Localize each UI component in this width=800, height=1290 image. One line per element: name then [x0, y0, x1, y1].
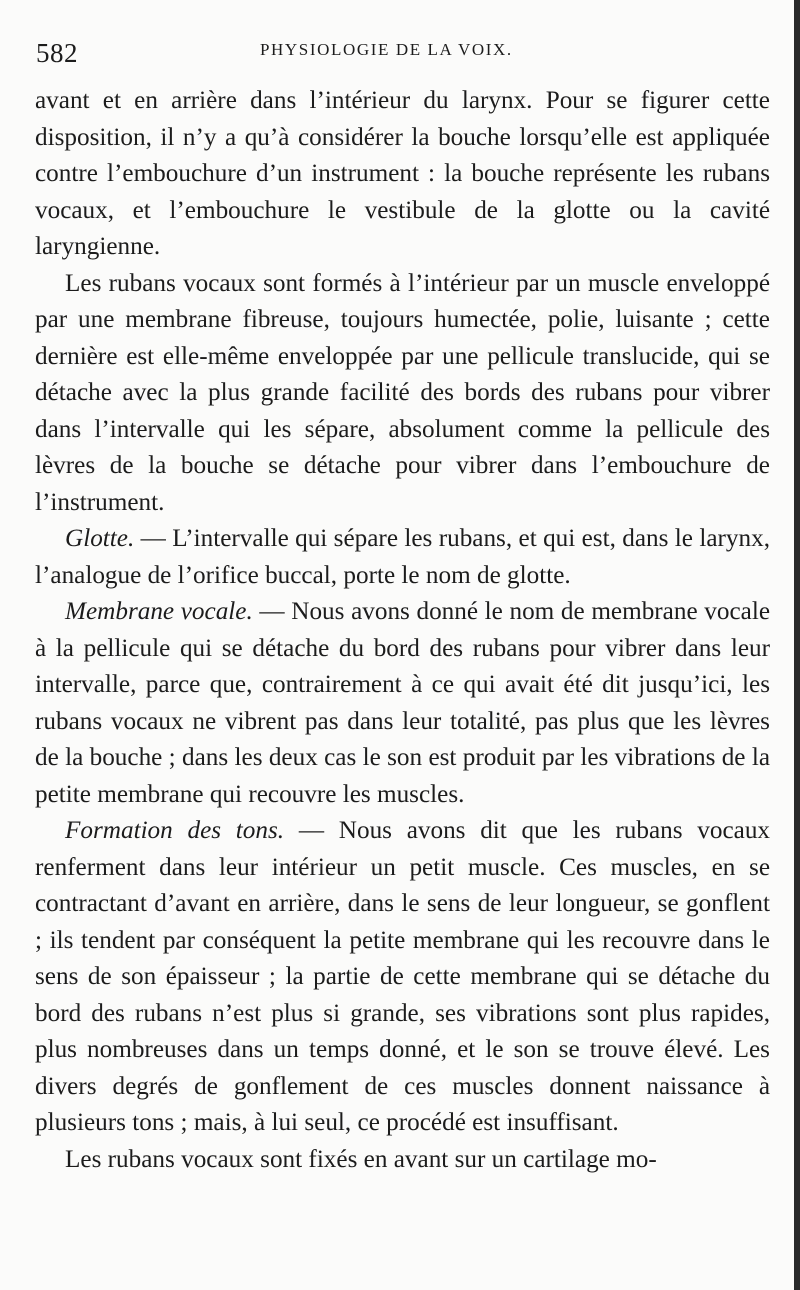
paragraph-text: — Nous avons donné le nom de membrane vocale à la pellicule qui se détache du bord des rubans pour vibrer dans leur intervalle, parce que, contrairement à ce qui avait été dit jusqu’ici, les rubans vocaux ne vibrent pas dans leur totalité, pas plus que les lèvres de la bouche ; dans les deux cas le son est produit par les vibrations de la petite membrane qui recouvre les muscles.	[35, 598, 770, 808]
section-heading-membrane-vocale: Membrane vocale.	[65, 598, 253, 625]
running-title: PHYSIOLOGIE DE LA VOIX.	[260, 40, 513, 59]
paragraph-rubans-vocaux	[35, 266, 770, 522]
paragraph-formation-des-tons	[35, 813, 770, 1142]
paragraph-text: avant et en arrière dans l’intérieur du larynx. Pour se figurer cette disposition, il n’y a qu’à considérer la bouche lorsqu’elle est appliquée contre l’embouchure d’un instrument : la bouche représente les rubans vocaux, et l’embouchure le vestibule de la glotte ou la cavité laryngienne.	[35, 87, 770, 260]
section-heading-glotte: Glotte.	[65, 525, 135, 552]
paragraph-continuation	[35, 83, 770, 266]
body-text	[35, 83, 770, 1178]
paragraph-rubans-fixes	[35, 1142, 770, 1179]
section-heading-formation-des-tons: Formation des tons.	[65, 817, 285, 844]
page-header	[36, 34, 766, 74]
paragraph-text: — L’intervalle qui sépare les rubans, et qui est, dans le larynx, l’analogue de l’orifice buccal, porte le nom de glotte.	[35, 525, 770, 589]
page-number: 582	[36, 38, 78, 68]
paragraph-text: — Nous avons dit que les rubans vocaux renferment dans leur intérieur un petit muscle. Ces muscles, en se contractant d’avant en arrière, dans le sens de leur longueur, se gonflent ; ils tendent par conséquent la petite membrane qui les recouvre dans le sens de son épaisseur ; la partie de cette membrane qui se détache du bord des rubans n’est plus si grande, ses vibrations sont plus rapides, plus nombreuses dans un temps donné, et le son se trouve élevé. Les divers degrés de gonflement de ces muscles donnent naissance à plusieurs tons ; mais, à lui seul, ce procédé est insuffisant.	[35, 817, 771, 1136]
paragraph-text: Les rubans vocaux sont formés à l’intérieur par un muscle enveloppé par une membrane fibreuse, toujours humectée, polie, luisante ; cette dernière est elle-même enveloppée par une pellicule translucide, qui se détache avec la plus grande facilité des bords des rubans pour vibrer dans l’intervalle qui les sépare, absolument comme la pellicule des lèvres de la bouche se détache pour vibrer dans l’embouchure de l’instrument.	[35, 269, 770, 516]
paragraph-membrane-vocale	[35, 594, 770, 813]
paragraph-glotte	[35, 521, 770, 594]
paragraph-text: Les rubans vocaux sont fixés en avant sur un cartilage mo-	[65, 1145, 657, 1173]
page-edge-shadow	[794, 0, 800, 1290]
